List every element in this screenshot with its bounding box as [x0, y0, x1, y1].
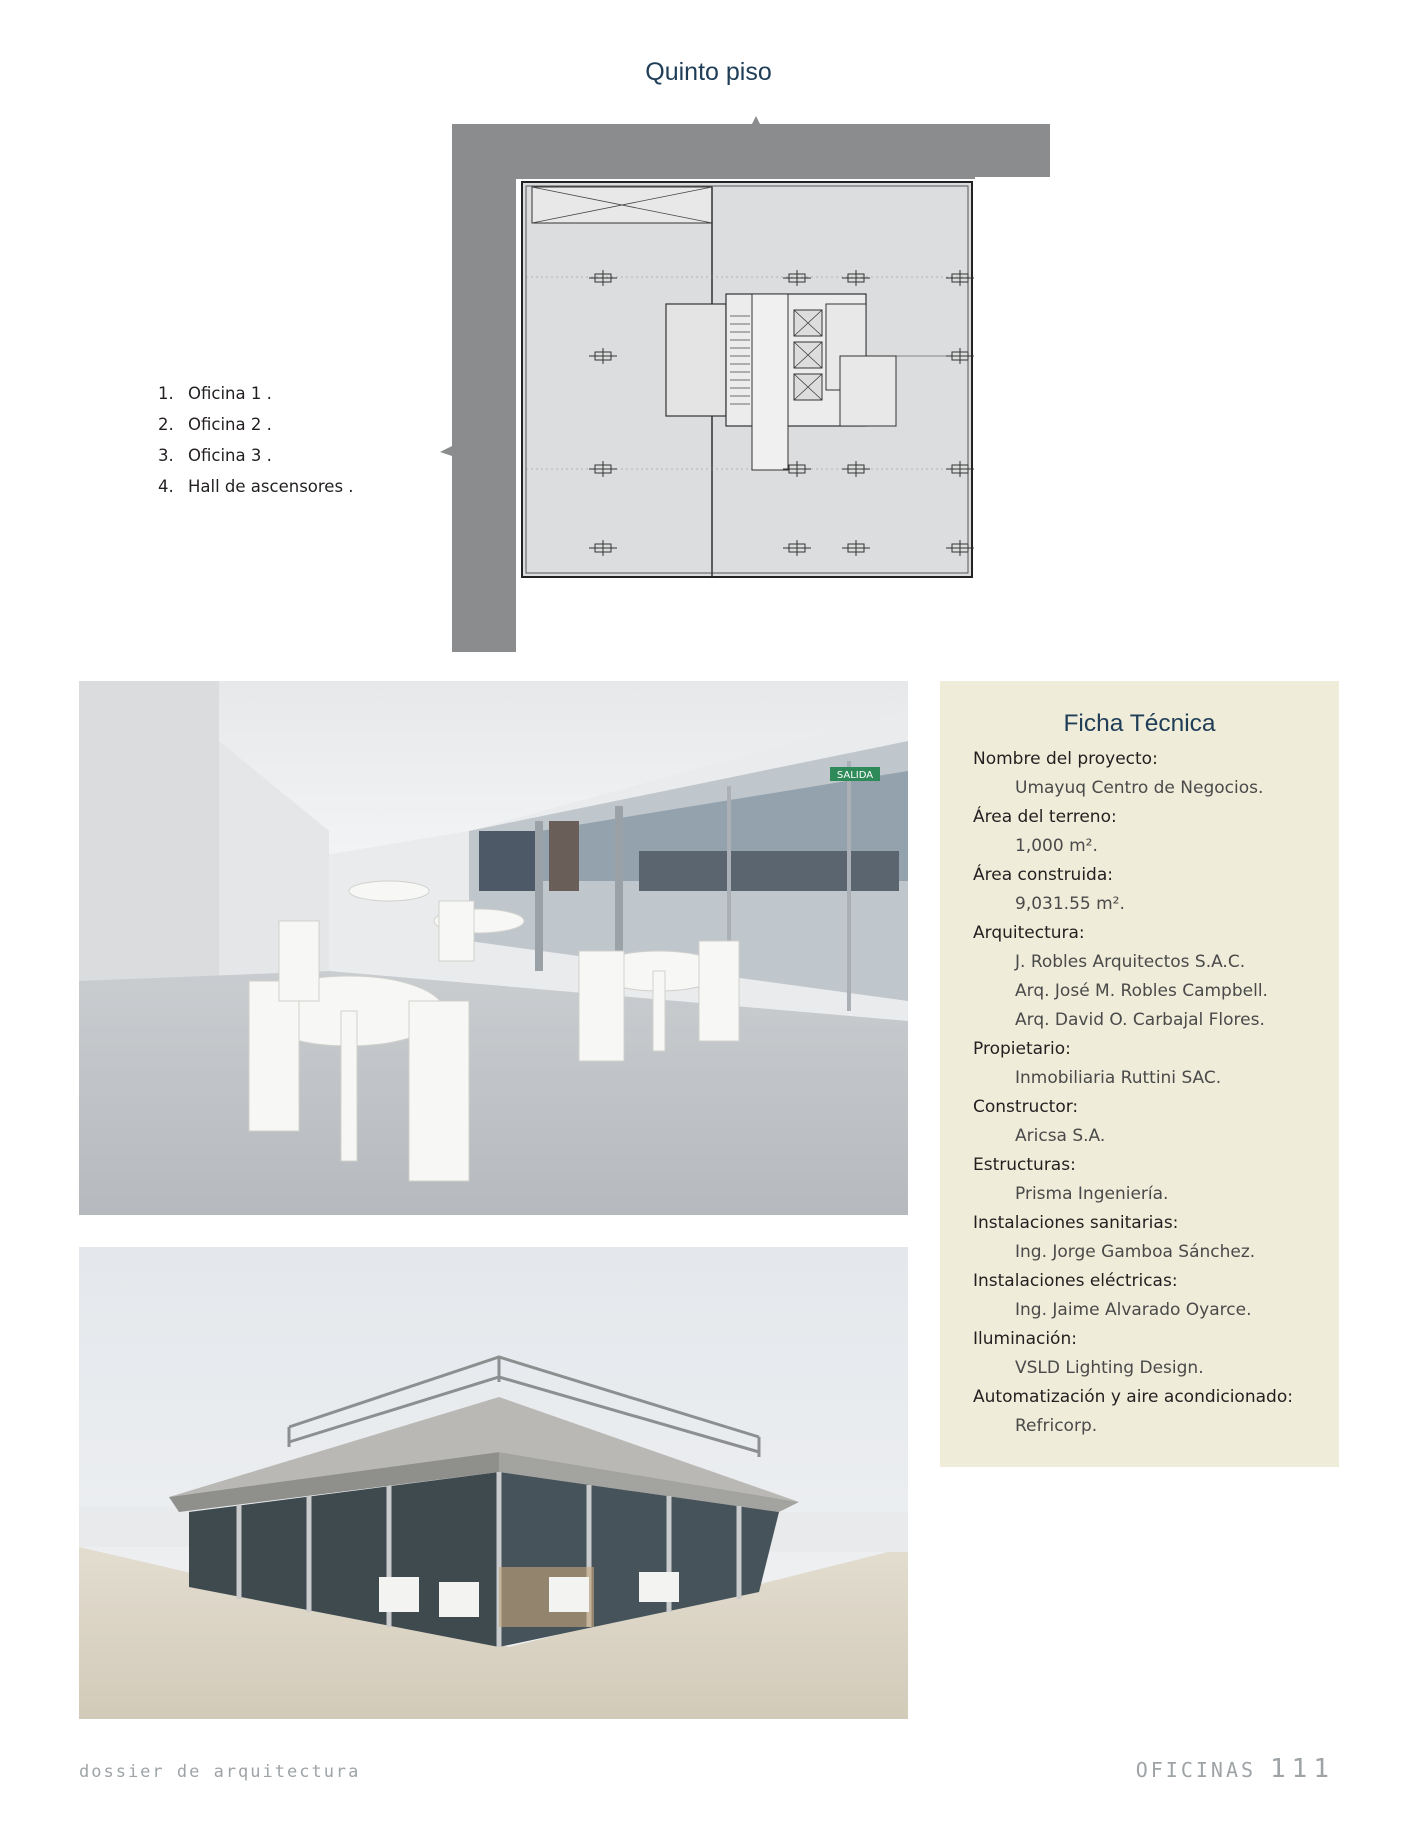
legend-item	[158, 440, 354, 471]
sheet-value: Ing. Jaime Alvarado Oyarce.	[1015, 1300, 1252, 1320]
sheet-value: Refricorp.	[1015, 1416, 1098, 1436]
sheet-label: Nombre del proyecto:	[973, 749, 1158, 769]
legend-label: Oficina 2 .	[188, 415, 272, 434]
floor-legend	[158, 378, 354, 502]
sheet-label: Instalaciones sanitarias:	[973, 1213, 1179, 1233]
sheet-value: Umayuq Centro de Negocios.	[1015, 778, 1264, 798]
legend-number: 2.	[158, 415, 174, 434]
sheet-value: Aricsa S.A.	[1015, 1126, 1106, 1146]
legend-label: Oficina 3 .	[188, 446, 272, 465]
sheet-label: Instalaciones eléctricas:	[973, 1271, 1178, 1291]
sheet-label: Área del terreno:	[973, 807, 1117, 827]
legend-item	[158, 409, 354, 440]
page-number: 111	[1270, 1754, 1335, 1784]
sheet-label: Propietario:	[973, 1039, 1071, 1059]
page-title: Quinto piso	[645, 58, 772, 86]
sheet-value: Inmobiliaria Ruttini SAC.	[1015, 1068, 1222, 1088]
exit-sign: SALIDA	[836, 770, 874, 781]
footer-section-name: OFICINAS	[1135, 1758, 1257, 1782]
sheet-value: Arq. José M. Robles Campbell.	[1015, 981, 1268, 1001]
sheet-value: 9,031.55 m².	[1015, 894, 1125, 914]
sheet-value: 1,000 m².	[1015, 836, 1098, 856]
sheet-value: J. Robles Arquitectos S.A.C.	[1015, 952, 1246, 972]
interior-photo	[79, 681, 908, 1215]
legend-number: 1.	[158, 384, 174, 403]
legend-label: Hall de ascensores .	[188, 477, 354, 496]
sheet-value: VSLD Lighting Design.	[1015, 1358, 1204, 1378]
sheet-value: Ing. Jorge Gamboa Sánchez.	[1015, 1242, 1256, 1262]
technical-sheet	[940, 681, 1339, 1467]
legend-number: 3.	[158, 446, 174, 465]
exterior-photo	[79, 1247, 908, 1719]
legend-label: Oficina 1 .	[188, 384, 272, 403]
footer-section	[1136, 1754, 1335, 1784]
sheet-label: Iluminación:	[973, 1329, 1077, 1349]
sheet-label: Estructuras:	[973, 1155, 1076, 1175]
sheet-label: Constructor:	[973, 1097, 1079, 1117]
technical-sheet-items	[973, 745, 1333, 1441]
sheet-value: Arq. David O. Carbajal Flores.	[1015, 1010, 1265, 1030]
technical-sheet-title: Ficha Técnica	[1063, 710, 1216, 737]
legend-number: 4.	[158, 477, 174, 496]
sheet-label: Área construida:	[973, 865, 1113, 885]
legend-item	[158, 378, 354, 409]
floor-plan	[440, 116, 1050, 656]
legend-item	[158, 471, 354, 502]
sheet-label: Arquitectura:	[973, 923, 1085, 943]
footer-publication: dossier de arquitectura	[79, 1762, 361, 1782]
sheet-value: Prisma Ingeniería.	[1015, 1184, 1169, 1204]
sheet-label: Automatización y aire acondicionado:	[973, 1387, 1293, 1407]
